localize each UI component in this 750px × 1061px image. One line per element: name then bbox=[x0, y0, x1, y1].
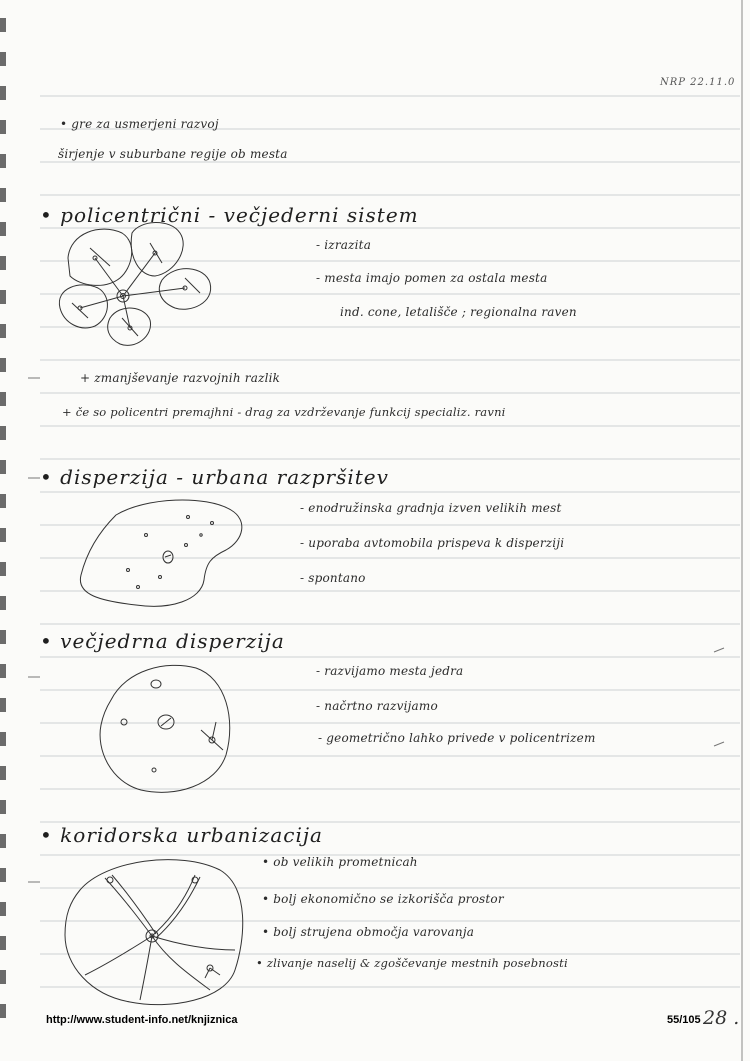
multi-core-dispersion-sketch bbox=[96, 660, 236, 800]
handwritten-page-number: 28 . bbox=[703, 1007, 740, 1029]
page-number: 55/105 bbox=[667, 1014, 701, 1026]
policentric-system-sketch bbox=[50, 218, 220, 358]
policentricni-note-3: ind. cone, letališče ; regionalna raven bbox=[340, 305, 577, 319]
koridorska-note-4: • zlivanje naselij & zgoščevanje mestnih posebnosti bbox=[256, 956, 568, 970]
heading-disperzija: • disperzija - urbana razpršitev bbox=[40, 465, 389, 489]
source-url: http://www.student-info.net/knjiznica bbox=[46, 1014, 238, 1026]
urban-sprawl-sketch bbox=[76, 495, 251, 615]
koridorska-note-3: • bolj strujena območja varovanja bbox=[262, 925, 475, 939]
vecjedrna-note-2: - načrtno razvijamo bbox=[316, 699, 438, 713]
disperzija-note-2: - uporaba avtomobila prispeva k disperziji bbox=[300, 536, 565, 550]
intro-line-1: • gre za usmerjeni razvoj bbox=[60, 117, 219, 131]
koridorska-note-1: • ob velikih prometnicah bbox=[262, 855, 418, 869]
date-note: NRP 22.11.0 bbox=[660, 77, 736, 88]
heading-vecjedrna: • večjedrna disperzija bbox=[40, 629, 285, 653]
disperzija-note-1: - enodružinska gradnja izven velikih mest bbox=[300, 501, 562, 515]
disperzija-note-3: - spontano bbox=[300, 571, 366, 585]
policentricni-plus-1: + zmanjševanje razvojnih razlik bbox=[80, 371, 281, 385]
vecjedrna-note-3: - geometrično lahko privede v policentrizem bbox=[318, 731, 596, 745]
corridor-urbanization-sketch bbox=[60, 850, 250, 1010]
heading-koridorska: • koridorska urbanizacija bbox=[40, 823, 323, 847]
heading-policentricni: • policentrični - večjederni sistem bbox=[40, 203, 419, 227]
policentricni-note-2: - mesta imajo pomen za ostala mesta bbox=[316, 271, 548, 285]
policentricni-plus-2: + če so policentri premajhni - drag za vzdrževanje funkcij specializ. ravni bbox=[62, 405, 506, 419]
policentricni-note-1: - izrazita bbox=[316, 238, 372, 252]
vecjedrna-note-1: - razvijamo mesta jedra bbox=[316, 664, 464, 678]
intro-line-2: širjenje v suburbane regije ob mesta bbox=[58, 147, 288, 161]
koridorska-note-2: • bolj ekonomično se izkorišča prostor bbox=[262, 892, 504, 906]
